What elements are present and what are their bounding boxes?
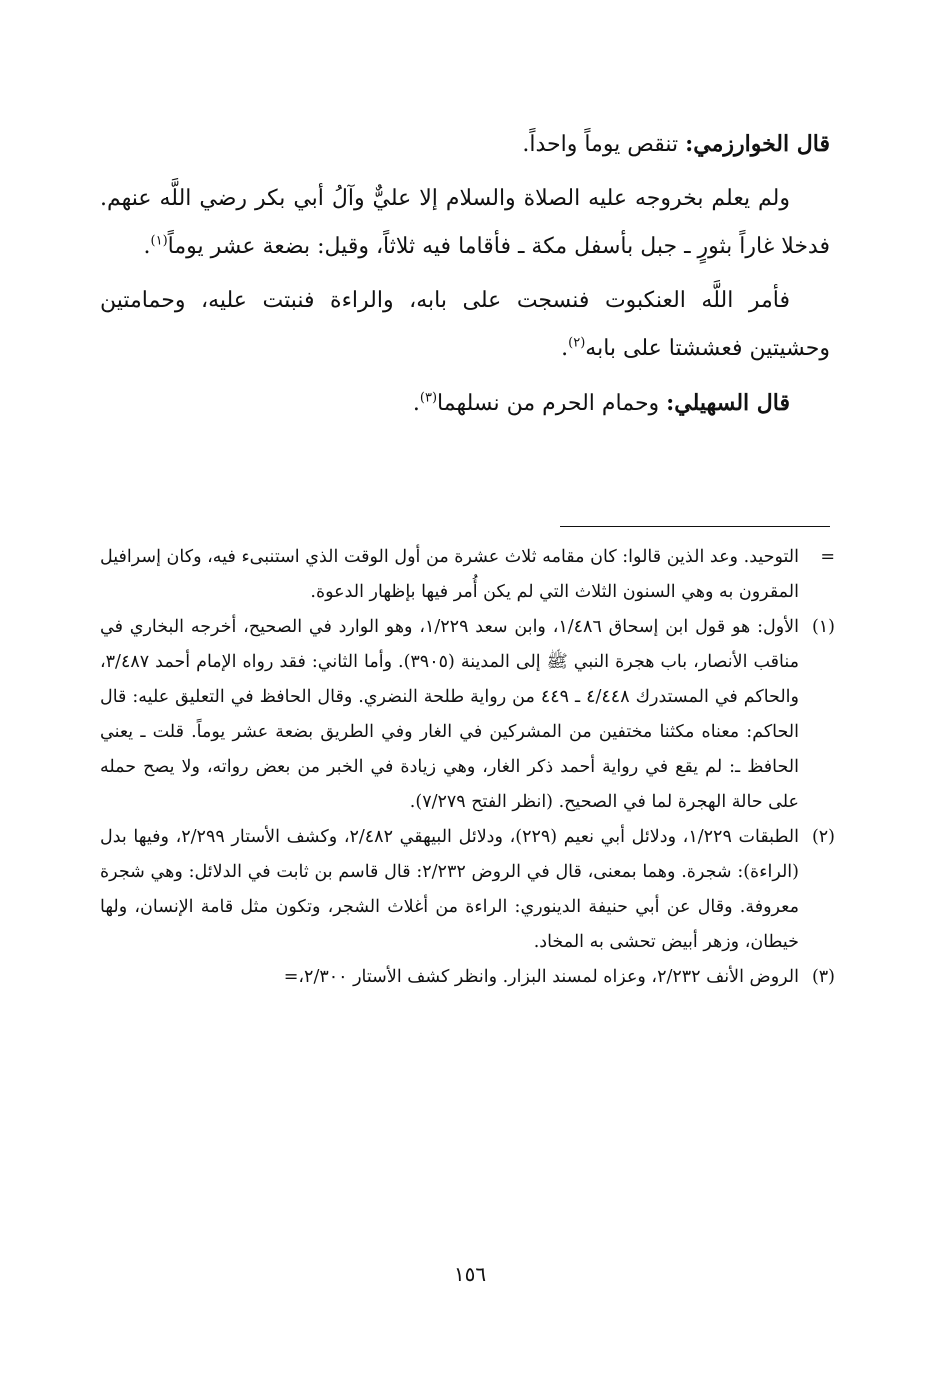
speaker-khwarizmi: قال الخوارزمي: [685,131,830,157]
paragraph-tail: . [412,391,420,416]
main-text [100,120,830,434]
footnote-continued [100,540,835,610]
footnote-ref-2[interactable]: (٢) [568,335,586,351]
footnote-2 [100,820,835,960]
footnote-separator [560,526,830,527]
footnote-3 [100,960,835,995]
page-number: ١٥٦ [453,1262,487,1286]
paragraph-tail: . [561,336,569,361]
footnote-text: الروض الأنف ٢/٢٣٢، وعزاه لمسند البزار. وانظر كشف الأستار ٢/٣٠٠،= [283,967,799,987]
footnote-number: (٢) [811,827,835,847]
continuation-mark: = [820,547,835,567]
paragraph-tail: . [143,234,151,259]
footnote-text: التوحيد. وعد الذين قالوا: كان مقامه ثلاث عشرة من أول الوقت الذي استنبىء فيه، وكان إسرافيل المقرون به وهي السنون الثلاث التي لم يكن أُمر فيها بإظهار الدعوة. [100,547,799,602]
paragraph-spider [100,277,830,373]
footnote-1 [100,610,835,820]
speaker-suhayli: قال السهيلي: [666,390,790,416]
paragraph-cave [100,175,830,271]
footnote-text: الطبقات ١/٢٢٩، ودلائل أبي نعيم (٢٢٩)، ودلائل البيهقي ٢/٤٨٢، وكشف الأستار ٢/٢٩٩، وفيها بدل (الراءة): شجرة. وهما بمعنى، قال في الروض ٢/٢٣٢: قال قاسم بن ثابت في الدلائل: وهي شجرة معروفة. وقال عن أبي حنيفة الدينوري: الراءة من أغلاث الشجر، وتكون مثل قامة الإنسان، ولها خيطان، وزهر أبيض تحشى به المخاد. [100,827,799,952]
paragraph-text: فأمر اللَّه العنكبوت فنسجت على بابه، والراءة فنبتت عليه، وحمامتين وحشيتين فعششتا على بابه [100,288,830,361]
paragraph-text: ولم يعلم بخروجه عليه الصلاة والسلام إلا عليٌّ وآلُ أبي بكر رضي اللَّه عنهم. فدخلا غاراً بثورٍ ـ جبل بأسفل مكة ـ فأقاما فيه ثلاثاً، وقيل: بضعة عشر يوماً [100,186,830,259]
footnote-ref-1[interactable]: (١) [150,233,168,249]
paragraph-suhayli [100,379,830,428]
footnote-number: (١) [811,617,835,637]
paragraph-text: تنقص يوماً واحداً. [522,132,686,157]
footnotes [100,540,835,995]
footnote-number: (٣) [811,967,835,987]
paragraph-khwarizmi [100,120,830,169]
footnote-ref-3[interactable]: (٣) [419,390,438,406]
footnote-text: الأول: هو قول ابن إسحاق ١/٤٨٦، وابن سعد ١/٢٢٩، وهو الوارد في الصحيح، أخرجه البخاري في مناقب الأنصار، باب هجرة النبي ﷺ إلى المدينة (٣٩٠٥). وأما الثاني: فقد رواه الإمام أحمد ٣/٤٨٧، والحاكم في المستدرك ٤/٤٤٨ ـ ٤٤٩ من رواية طلحة النضري. وقال الحافظ في التعليق عليه: قال الحاكم: معناه مكثنا مختفين من المشركين في الغار وفي الطريق بضعة عشر يوماً. قلت ـ يعني الحافظ ـ: لم يقع في رواية أحمد ذكر الغار، وهي زيادة في الخبر من بعض رواته، ولا يصح حمله على حالة الهجرة لما في الصحيح. (انظر الفتح ٧/٢٧٩). [100,617,799,812]
paragraph-text: وحمام الحرم من نسلهما [437,391,667,416]
